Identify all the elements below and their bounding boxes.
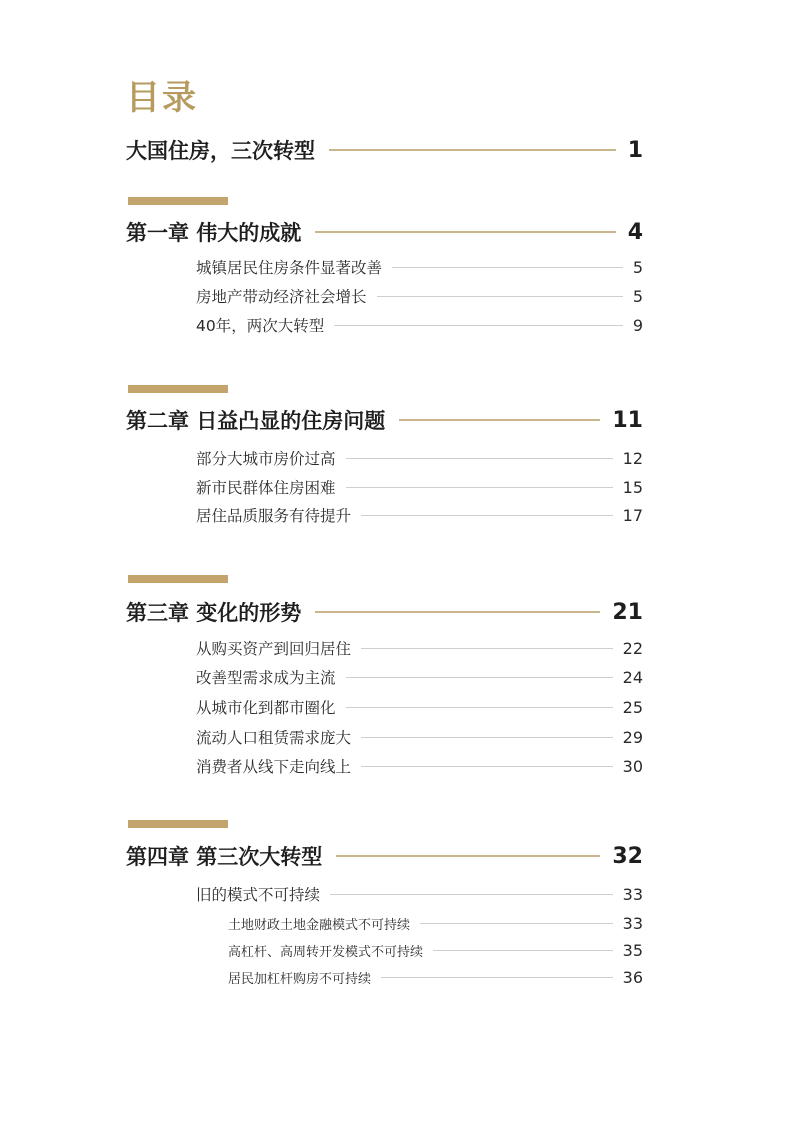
entry-title: 房地产带动经济社会增长 bbox=[196, 288, 367, 306]
entry-title: 土地财政土地金融模式不可持续 bbox=[228, 917, 411, 933]
entry-title: 居民加杠杆购房不可持续 bbox=[228, 971, 372, 987]
entry-page: 30 bbox=[622, 756, 643, 776]
entry-page: 36 bbox=[622, 967, 643, 987]
leader-line bbox=[315, 611, 600, 613]
toc-entry-section[interactable] bbox=[196, 882, 643, 906]
leader-line bbox=[381, 977, 613, 978]
leader-line bbox=[361, 766, 613, 767]
toc-entry-chapter-4[interactable] bbox=[126, 840, 643, 872]
entry-title: 从城市化到都市圈化 bbox=[196, 699, 336, 717]
entry-title: 从购买资产到回归居住 bbox=[196, 640, 352, 658]
toc-entry-section[interactable] bbox=[196, 446, 643, 470]
entry-page: 25 bbox=[622, 697, 643, 717]
leader-line bbox=[361, 737, 613, 738]
toc-entry-section[interactable] bbox=[196, 754, 643, 778]
entry-title: 流动人口租赁需求庞大 bbox=[196, 729, 352, 747]
leader-line bbox=[361, 648, 613, 649]
toc-entry-section[interactable] bbox=[196, 636, 643, 660]
toc-entry-subsection[interactable] bbox=[228, 912, 643, 934]
entry-title: 40年，两次大转型 bbox=[196, 317, 325, 335]
toc-entry-chapter-1[interactable] bbox=[126, 216, 643, 248]
entry-title: 第二章 日益凸显的住房问题 bbox=[126, 409, 386, 433]
toc-entry-section[interactable] bbox=[196, 503, 643, 527]
entry-page: 22 bbox=[622, 638, 643, 658]
toc-entry-preface[interactable] bbox=[126, 134, 643, 166]
entry-page: 5 bbox=[632, 286, 643, 306]
entry-page: 33 bbox=[622, 913, 643, 933]
entry-page: 24 bbox=[622, 667, 643, 687]
toc-entry-section[interactable] bbox=[196, 695, 643, 719]
chapter-marker-bar bbox=[128, 820, 228, 828]
entry-page: 35 bbox=[622, 940, 643, 960]
entry-title: 第三章 变化的形势 bbox=[126, 601, 302, 625]
entry-title: 高杠杆、高周转开发模式不可持续 bbox=[228, 944, 424, 960]
leader-line bbox=[433, 950, 613, 951]
toc-entry-chapter-2[interactable] bbox=[126, 404, 643, 436]
entry-page: 5 bbox=[632, 257, 643, 277]
toc-entry-section[interactable] bbox=[196, 255, 643, 279]
entry-page: 21 bbox=[612, 599, 643, 625]
entry-page: 11 bbox=[612, 407, 643, 433]
toc-entry-section[interactable] bbox=[196, 665, 643, 689]
entry-title: 部分大城市房价过高 bbox=[196, 450, 336, 468]
entry-page: 33 bbox=[622, 884, 643, 904]
leader-line bbox=[361, 515, 613, 516]
leader-line bbox=[336, 855, 600, 857]
leader-line bbox=[346, 677, 613, 678]
leader-line bbox=[392, 267, 623, 268]
entry-page: 29 bbox=[622, 727, 643, 747]
entry-page: 12 bbox=[622, 448, 643, 468]
chapter-marker-bar bbox=[128, 575, 228, 583]
entry-title: 新市民群体住房困难 bbox=[196, 479, 336, 497]
leader-line bbox=[330, 894, 613, 895]
entry-page: 4 bbox=[627, 219, 643, 245]
entry-title: 消费者从线下走向线上 bbox=[196, 758, 352, 776]
entry-page: 1 bbox=[627, 137, 643, 163]
entry-title: 居住品质服务有待提升 bbox=[196, 507, 352, 525]
entry-title: 改善型需求成为主流 bbox=[196, 669, 336, 687]
chapter-marker-bar bbox=[128, 385, 228, 393]
leader-line bbox=[420, 923, 613, 924]
toc-entry-section[interactable] bbox=[196, 475, 643, 499]
leader-line bbox=[346, 487, 613, 488]
toc-entry-section[interactable] bbox=[196, 313, 643, 337]
leader-line bbox=[346, 707, 613, 708]
entry-title: 第四章 第三次大转型 bbox=[126, 845, 323, 869]
leader-line bbox=[399, 419, 600, 421]
leader-line bbox=[329, 149, 616, 151]
entry-page: 32 bbox=[612, 843, 643, 869]
leader-line bbox=[346, 458, 613, 459]
entry-title: 旧的模式不可持续 bbox=[196, 886, 321, 904]
toc-entry-chapter-3[interactable] bbox=[126, 596, 643, 628]
leader-line bbox=[377, 296, 623, 297]
chapter-marker-bar bbox=[128, 197, 228, 205]
leader-line bbox=[334, 325, 623, 326]
entry-title: 第一章 伟大的成就 bbox=[126, 221, 302, 245]
toc-title: 目录 bbox=[126, 78, 198, 118]
leader-line bbox=[315, 231, 615, 233]
toc-entry-section[interactable] bbox=[196, 725, 643, 749]
entry-page: 9 bbox=[632, 315, 643, 335]
entry-page: 15 bbox=[622, 477, 643, 497]
toc-entry-subsection[interactable] bbox=[228, 939, 643, 961]
toc-entry-subsection[interactable] bbox=[228, 966, 643, 988]
toc-entry-section[interactable] bbox=[196, 284, 643, 308]
entry-title: 城镇居民住房条件显著改善 bbox=[196, 259, 383, 277]
entry-page: 17 bbox=[622, 505, 643, 525]
entry-title: 大国住房，三次转型 bbox=[126, 139, 315, 163]
